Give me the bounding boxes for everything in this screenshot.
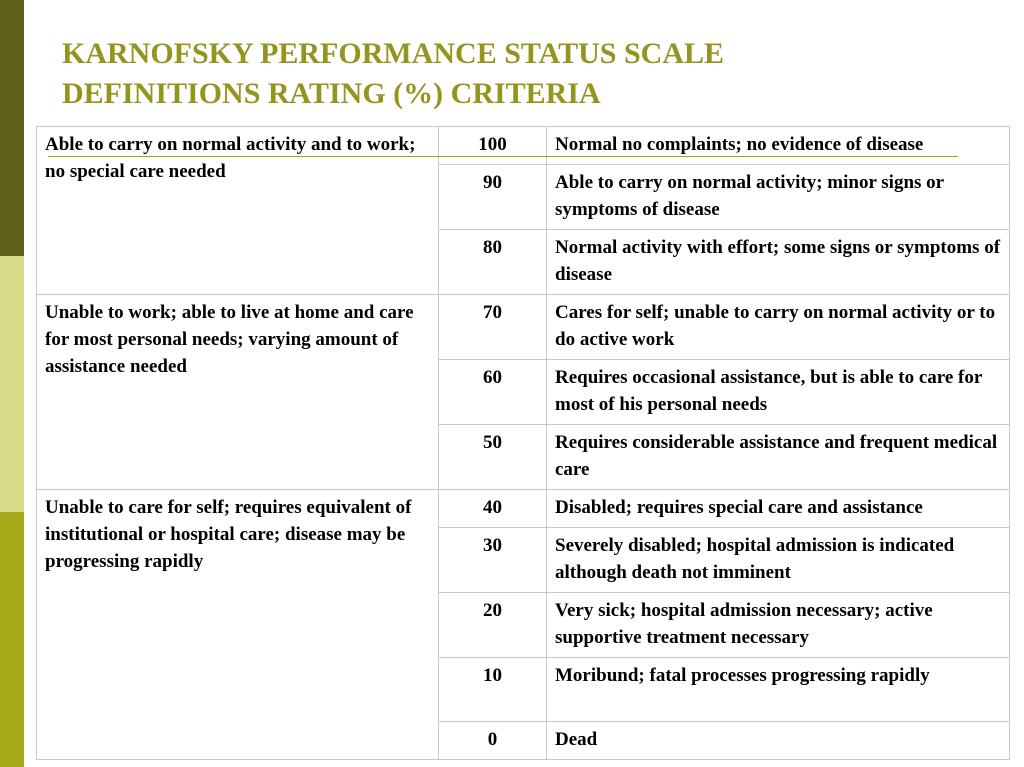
rating-cell: 0 [439,722,547,760]
rating-cell: 10 [439,658,547,722]
category-cell: Able to carry on normal activity and to work; no special care needed [37,127,439,295]
page-title [62,34,1002,114]
rating-cell: 20 [439,593,547,658]
category-cell: Unable to work; able to live at home and care for most personal needs; varying amount of assistance needed [37,295,439,490]
table-row [37,127,1010,165]
title-underline [48,156,958,157]
sidebar-band-dark [0,0,24,256]
category-cell: Unable to care for self; requires equivalent of institutional or hospital care; disease may be progressing rapidly [37,490,439,760]
rating-cell: 70 [439,295,547,360]
sidebar-band-light [0,256,24,512]
sidebar-band-olive [0,512,24,767]
criteria-cell: Able to carry on normal activity; minor signs or symptoms of disease [547,165,1010,230]
title-line-2: DEFINITIONS RATING (%) CRITERIA [62,77,601,110]
table-row [37,295,1010,360]
criteria-cell: Moribund; fatal processes progressing rapidly [547,658,1010,722]
title-line-1: KARNOFSKY PERFORMANCE STATUS SCALE [62,37,725,70]
criteria-cell: Severely disabled; hospital admission is indicated although death not imminent [547,528,1010,593]
sidebar-decoration [0,0,24,767]
rating-cell: 90 [439,165,547,230]
criteria-cell: Normal activity with effort; some signs or symptoms of disease [547,230,1010,295]
criteria-cell: Requires considerable assistance and frequent medical care [547,425,1010,490]
rating-cell: 100 [439,127,547,165]
criteria-cell: Dead [547,722,1010,760]
criteria-cell: Normal no complaints; no evidence of disease [547,127,1010,165]
karnofsky-table [36,126,1010,760]
table-row [37,490,1010,528]
rating-cell: 80 [439,230,547,295]
criteria-cell: Requires occasional assistance, but is able to care for most of his personal needs [547,360,1010,425]
criteria-cell: Disabled; requires special care and assistance [547,490,1010,528]
criteria-cell: Very sick; hospital admission necessary; active supportive treatment necessary [547,593,1010,658]
rating-cell: 40 [439,490,547,528]
rating-cell: 60 [439,360,547,425]
criteria-cell: Cares for self; unable to carry on normal activity or to do active work [547,295,1010,360]
rating-cell: 30 [439,528,547,593]
rating-cell: 50 [439,425,547,490]
